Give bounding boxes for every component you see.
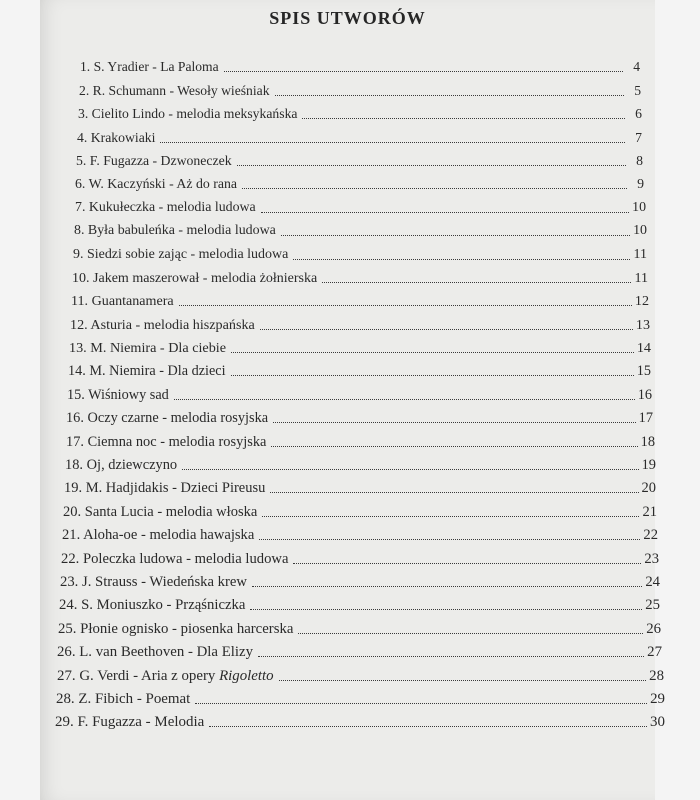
toc-entry-title xyxy=(57,644,255,660)
toc-page-number: 26 xyxy=(646,620,661,637)
book-page xyxy=(40,0,665,800)
toc-entry xyxy=(74,216,647,239)
dot-leader xyxy=(275,95,624,96)
toc-entry-text: Asturia - melodia hiszpańska xyxy=(90,316,255,333)
toc-entry xyxy=(73,239,647,262)
toc-entry-title xyxy=(65,457,179,473)
toc-entry xyxy=(69,333,651,356)
toc-entry-title xyxy=(78,106,299,122)
toc-entry-title xyxy=(79,83,272,99)
dot-leader xyxy=(293,563,641,564)
toc-entry xyxy=(71,286,649,309)
toc-page-number: 9 xyxy=(637,176,644,192)
toc-entry-text: L. van Beethoven - Dla Elizy xyxy=(79,644,254,661)
toc-entry xyxy=(68,356,651,379)
toc-entry-number: 26. xyxy=(57,644,80,661)
toc-entry xyxy=(67,379,652,402)
toc-entry-text: S. Moniuszko - Prząśniczka xyxy=(81,597,246,614)
dot-leader xyxy=(262,516,639,517)
dot-leader xyxy=(179,305,632,306)
toc-page-number: 11 xyxy=(634,269,648,286)
toc-entry-title xyxy=(73,247,290,263)
toc-entry-text: Z. Fibich - Poemat xyxy=(78,690,191,707)
toc-page-number: 15 xyxy=(636,363,651,380)
toc-entry xyxy=(60,567,660,590)
toc-entry-text: Poleczka ludowa - melodia ludowa xyxy=(82,550,289,567)
dot-leader xyxy=(279,680,647,681)
toc-entry-title xyxy=(68,363,228,379)
toc-entry-title xyxy=(59,597,247,613)
toc-entry-title xyxy=(76,153,234,169)
toc-entry xyxy=(66,403,653,426)
toc-entry-number: 25. xyxy=(58,620,81,637)
table-of-contents xyxy=(55,52,692,731)
toc-entry-italic-title: Rigoletto xyxy=(219,667,274,684)
toc-entry-title xyxy=(75,176,239,192)
dot-leader xyxy=(242,188,627,189)
dot-leader xyxy=(281,235,630,236)
toc-entry-title xyxy=(75,200,258,216)
toc-entry-number: 27. xyxy=(57,667,80,684)
toc-entry-text: G. Verdi - Aria z opery xyxy=(79,667,220,684)
toc-entry-title xyxy=(72,270,319,286)
toc-page-number: 10 xyxy=(632,199,646,215)
toc-page-number: 13 xyxy=(635,316,650,333)
toc-entry-text: Cielito Lindo - melodia meksykańska xyxy=(91,106,298,122)
toc-entry-title xyxy=(74,223,278,239)
toc-entry-number: 11. xyxy=(71,293,92,310)
toc-entry-text: M. Niemira - Dla ciebie xyxy=(90,340,227,357)
toc-entry xyxy=(78,99,642,122)
toc-entry xyxy=(66,426,655,449)
toc-page-number: 28 xyxy=(649,667,664,684)
toc-entry xyxy=(79,75,641,98)
toc-entry xyxy=(56,684,665,707)
toc-entry xyxy=(76,146,643,169)
toc-entry xyxy=(65,450,656,473)
toc-page-number: 24 xyxy=(645,573,660,590)
toc-page-number: 30 xyxy=(650,714,665,731)
toc-entry-number: 10. xyxy=(72,269,94,286)
dot-leader xyxy=(182,469,638,470)
toc-entry-text: F. Fugazza - Dzwoneczek xyxy=(89,152,232,168)
dot-leader xyxy=(260,329,633,330)
toc-entry-number: 16. xyxy=(66,410,88,427)
toc-entry xyxy=(57,660,664,683)
toc-entry-title xyxy=(71,293,176,309)
toc-entry-text: Ciemna noc - melodia rosyjska xyxy=(87,433,267,450)
toc-entry-text: Jakem maszerował - melodia żołnierska xyxy=(93,269,318,286)
toc-entry-number: 5. xyxy=(76,152,90,168)
toc-entry-number: 8. xyxy=(74,223,88,239)
toc-entry xyxy=(75,192,646,215)
toc-page-number: 27 xyxy=(647,644,662,661)
toc-entry-number: 3. xyxy=(78,106,92,122)
toc-entry xyxy=(77,122,642,145)
toc-entry-number: 14. xyxy=(68,363,90,380)
toc-page-number: 8 xyxy=(636,152,643,168)
toc-entry xyxy=(70,309,650,332)
dot-leader xyxy=(195,703,647,704)
toc-entry-number: 12. xyxy=(70,316,91,333)
toc-page-number: 16 xyxy=(637,386,652,403)
toc-page-number: 6 xyxy=(635,106,642,122)
toc-entry xyxy=(64,473,656,496)
toc-entry xyxy=(58,613,661,636)
dot-leader xyxy=(259,539,640,540)
toc-entry-number: 1. xyxy=(80,59,94,75)
toc-entry-title xyxy=(55,714,206,730)
toc-entry-text: Była babuleńka - melodia ludowa xyxy=(87,223,276,239)
toc-page-number: 22 xyxy=(643,527,658,544)
dot-leader xyxy=(174,399,635,400)
toc-entry-title xyxy=(80,59,221,75)
toc-page-number: 17 xyxy=(638,410,653,427)
toc-entry xyxy=(61,543,659,566)
toc-entry-title xyxy=(69,340,228,356)
dot-leader xyxy=(252,586,642,587)
toc-entry-text: W. Kaczyński - Aż do rana xyxy=(88,176,238,192)
toc-entry-number: 23. xyxy=(60,573,83,590)
toc-page-number: 14 xyxy=(636,340,651,357)
toc-entry-number: 17. xyxy=(66,433,88,450)
toc-page-number: 21 xyxy=(642,503,657,520)
dot-leader xyxy=(293,259,630,260)
toc-entry-number: 19. xyxy=(64,480,86,497)
toc-entry xyxy=(57,637,662,660)
toc-entry xyxy=(63,496,657,519)
toc-entry-text: Krakowiaki xyxy=(90,129,156,145)
toc-entry xyxy=(55,707,665,730)
toc-page-number: 7 xyxy=(635,129,642,145)
dot-leader xyxy=(298,633,643,634)
toc-page-number: 18 xyxy=(640,433,655,450)
dot-leader xyxy=(261,212,629,213)
toc-page-number: 20 xyxy=(641,480,656,497)
toc-entry xyxy=(80,52,640,75)
toc-entry-number: 6. xyxy=(75,176,89,192)
toc-page-number: 19 xyxy=(641,457,656,474)
toc-entry-text: Płonie ognisko - piosenka harcerska xyxy=(80,620,294,637)
dot-leader xyxy=(160,142,625,143)
dot-leader xyxy=(237,165,626,166)
toc-entry-title xyxy=(66,410,270,426)
dot-leader xyxy=(273,422,636,423)
toc-entry-number: 28. xyxy=(56,690,79,707)
toc-entry xyxy=(72,263,648,286)
toc-entry-title xyxy=(60,574,249,590)
toc-entry xyxy=(59,590,660,613)
dot-leader xyxy=(271,446,637,447)
dot-leader xyxy=(209,726,647,727)
toc-entry-title xyxy=(66,434,268,450)
toc-entry xyxy=(75,169,644,192)
toc-entry-number: 29. xyxy=(55,714,78,731)
dot-leader xyxy=(224,71,623,72)
toc-entry-text: M. Niemira - Dla dzieci xyxy=(89,363,226,380)
toc-entry-text: Oj, dziewczyno xyxy=(86,457,178,474)
toc-entry-number: 7. xyxy=(75,199,89,215)
dot-leader xyxy=(258,656,644,657)
toc-entry-title xyxy=(77,130,157,146)
toc-entry-title xyxy=(58,621,295,637)
toc-entry-number: 22. xyxy=(61,550,83,567)
toc-entry-text: S. Yradier - La Paloma xyxy=(93,59,219,75)
toc-entry-number: 2. xyxy=(79,82,93,98)
toc-entry-number: 9. xyxy=(73,246,87,262)
toc-entry-title xyxy=(62,527,256,543)
toc-page-number: 25 xyxy=(645,597,660,614)
dot-leader xyxy=(231,375,634,376)
toc-entry xyxy=(62,520,658,543)
toc-entry-number: 24. xyxy=(59,597,82,614)
toc-entry-title xyxy=(57,668,276,684)
toc-entry-text: Aloha-oe - melodia hawajska xyxy=(83,527,255,544)
toc-page-number: 23 xyxy=(644,550,659,567)
dot-leader xyxy=(231,352,634,353)
toc-page-number: 12 xyxy=(634,293,649,310)
toc-entry-number: 15. xyxy=(67,386,89,403)
dot-leader xyxy=(302,118,625,119)
toc-entry-number: 21. xyxy=(62,527,84,544)
toc-page-number: 10 xyxy=(633,223,647,239)
dot-leader xyxy=(250,609,642,610)
toc-entry-title xyxy=(63,504,259,520)
dot-leader xyxy=(322,282,631,283)
toc-page-number: 11 xyxy=(633,246,647,262)
toc-page-number: 5 xyxy=(634,82,641,98)
toc-entry-number: 18. xyxy=(65,457,87,474)
toc-entry-title xyxy=(64,480,267,496)
toc-entry-text: M. Hadjidakis - Dzieci Pireusu xyxy=(85,480,266,497)
toc-entry-text: Santa Lucia - melodia włoska xyxy=(84,503,258,520)
dot-leader xyxy=(270,492,638,493)
toc-entry-number: 4. xyxy=(77,129,91,145)
toc-entry-title xyxy=(56,691,192,707)
toc-entry-number: 13. xyxy=(69,340,91,357)
toc-entry-number: 20. xyxy=(63,503,85,520)
toc-entry-title xyxy=(70,317,257,333)
toc-entry-title xyxy=(67,387,171,403)
toc-entry-text: F. Fugazza - Melodia xyxy=(77,714,205,731)
toc-entry-text: J. Strauss - Wiedeńska krew xyxy=(82,573,247,590)
toc-entry-text: Guantanamera xyxy=(91,293,174,310)
page-title: SPIS UTWORÓW xyxy=(269,8,426,28)
toc-page-number: 4 xyxy=(633,59,640,75)
toc-entry-text: R. Schumann - Wesoły wieśniak xyxy=(92,82,270,98)
toc-entry-text: Siedzi sobie zając - melodia ludowa xyxy=(86,246,289,262)
toc-entry-title xyxy=(61,551,290,567)
toc-entry-text: Wiśniowy sad xyxy=(88,386,169,403)
toc-entry-text: Kukułeczka - melodia ludowa xyxy=(88,199,256,215)
toc-page-number: 29 xyxy=(650,690,665,707)
toc-entry-text: Oczy czarne - melodia rosyjska xyxy=(87,410,269,427)
